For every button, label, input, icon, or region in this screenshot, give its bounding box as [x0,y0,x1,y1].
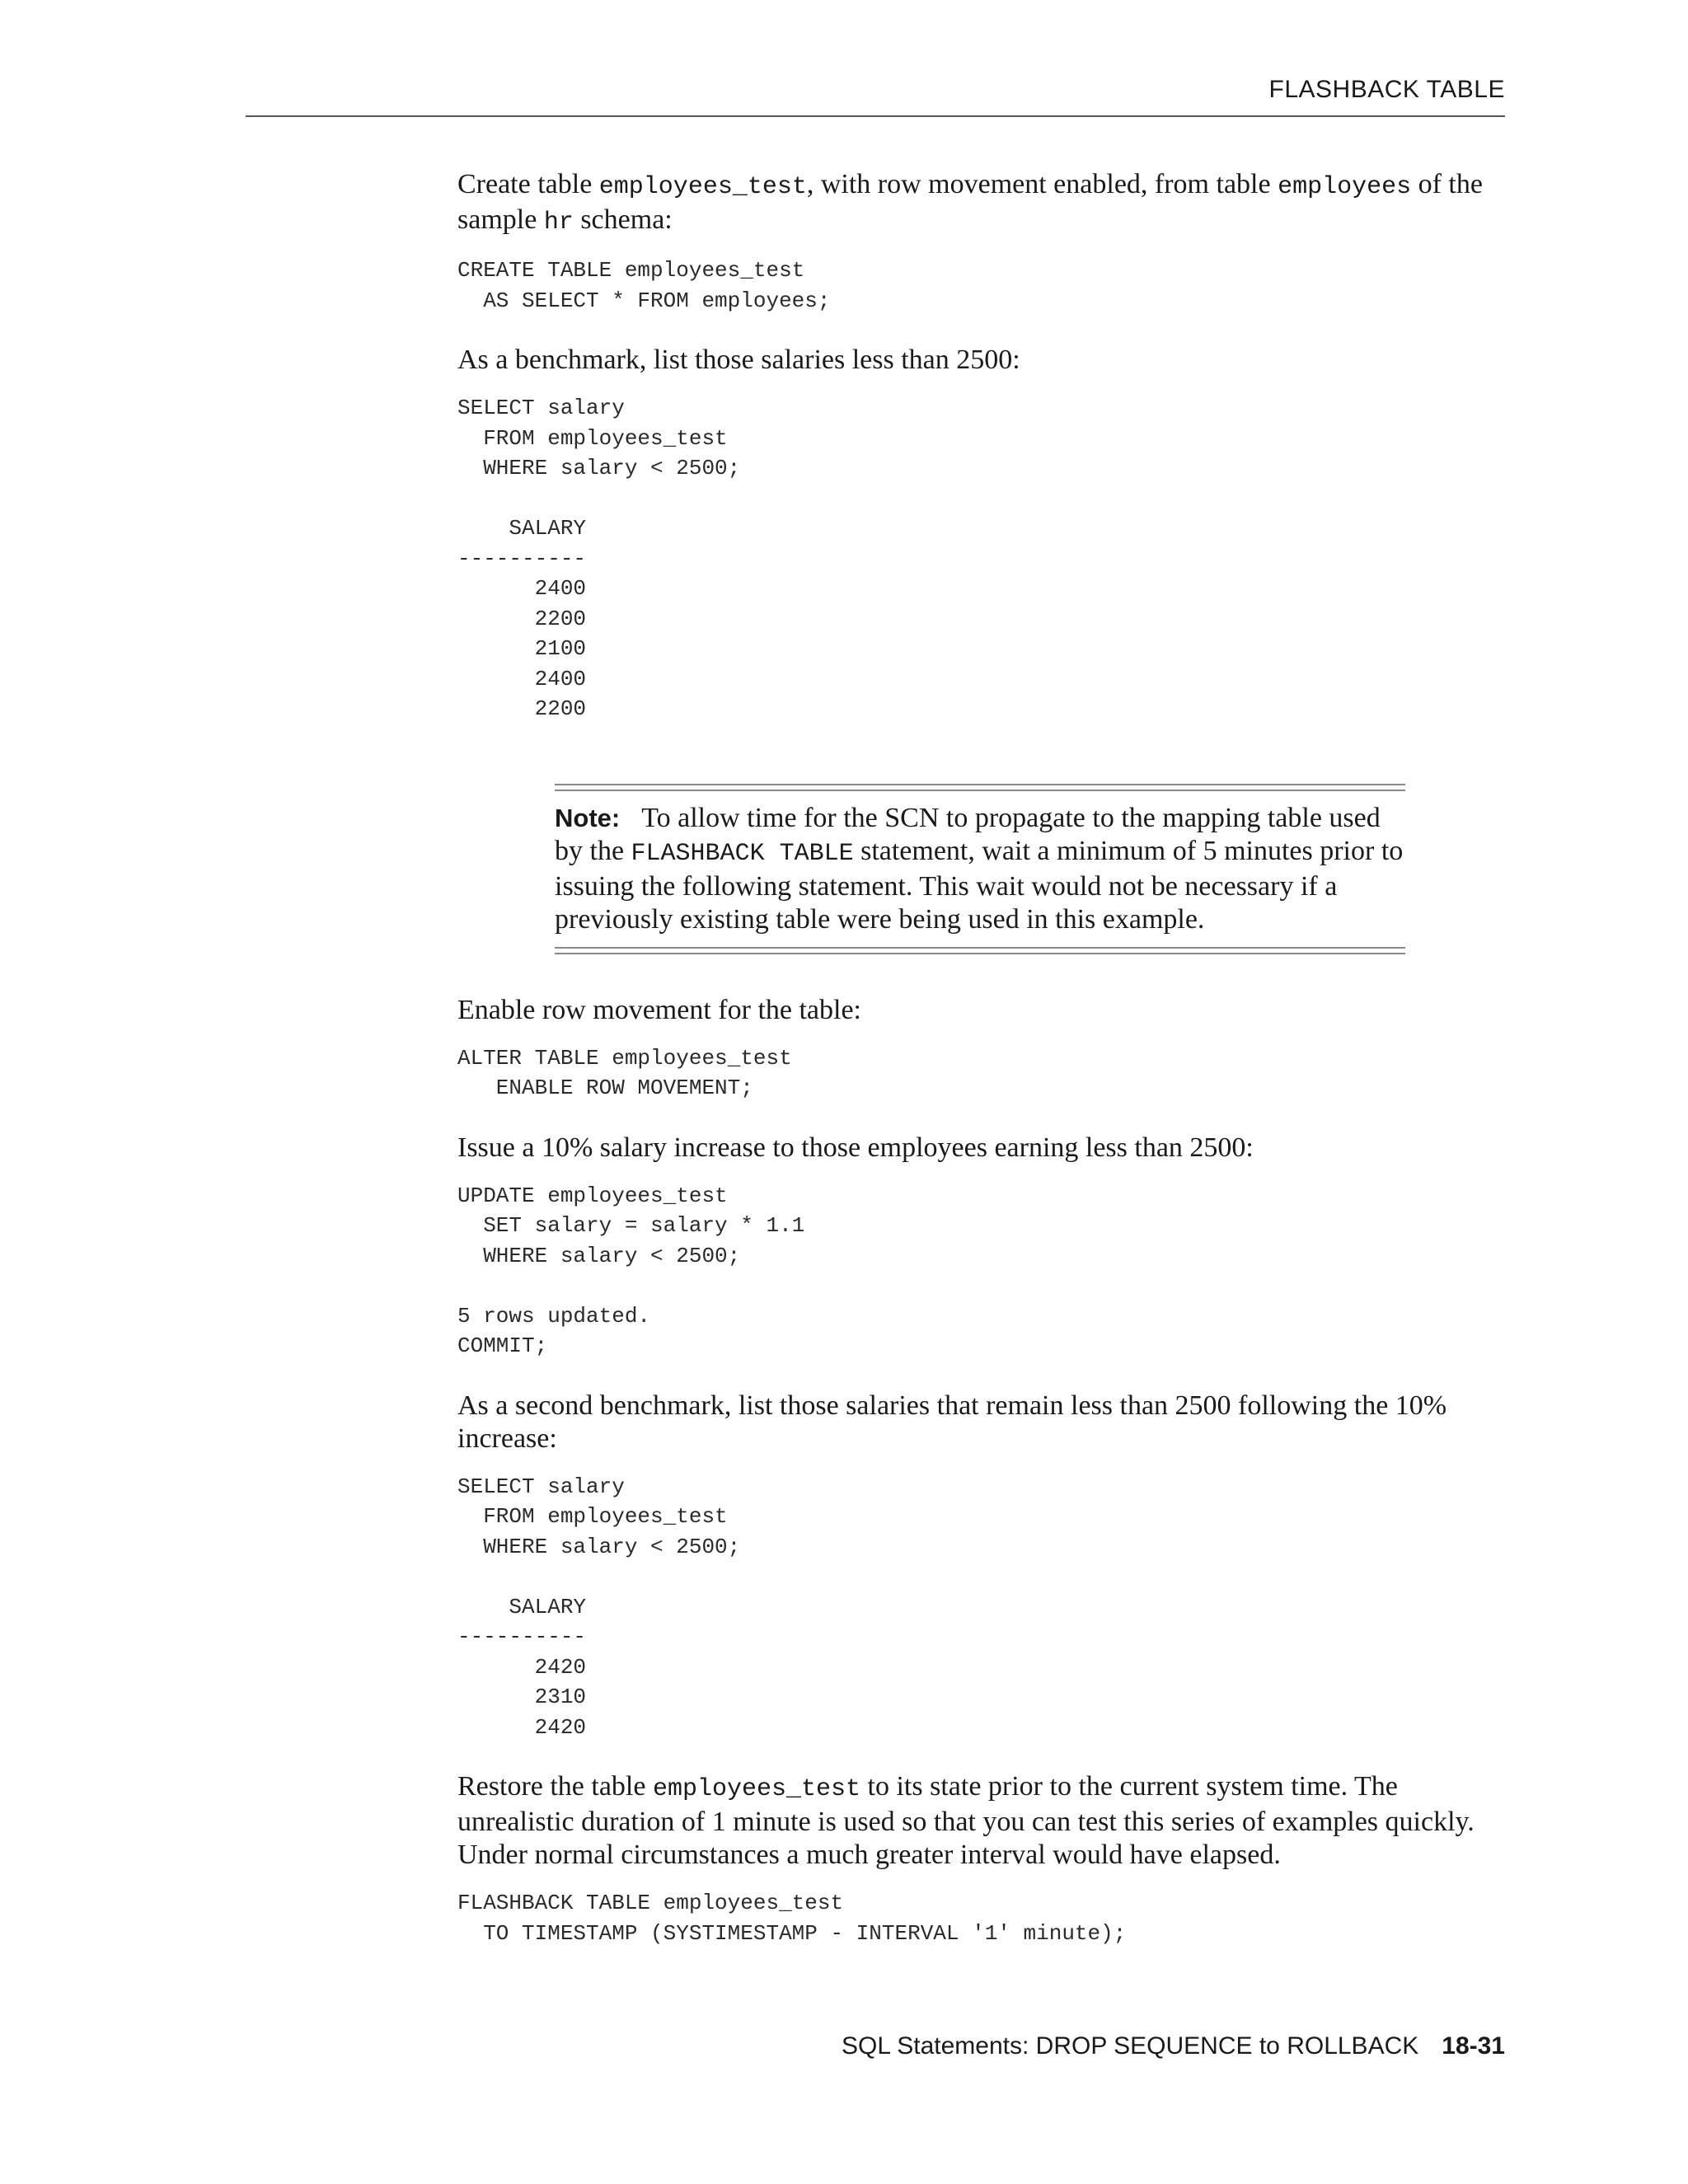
text-run: To allow time for the SCN to propagate to the mapping table used by the [555,802,1381,866]
code-block-alter-table: ALTER TABLE employees_test ENABLE ROW MOVEMENT; [457,1045,792,1100]
text-run: Create table [457,169,599,199]
page-number: 18-31 [1442,2032,1505,2060]
code-block-select-salary: SELECT salary FROM employees_test WHERE salary < 2500; SALARY ---------- 2400 2200 2100 2400 2200 [457,396,741,721]
code-block-update: UPDATE employees_test SET salary = salary * 1.1 WHERE salary < 2500; 5 rows updated. COMMIT; [457,1183,805,1358]
text-run: statement, wait a minimum of 5 minutes prior to issuing the following statement. This wait would not be necessary if a previously existing table were being used in this example. [555,835,1404,935]
paragraph-restore-table [457,1770,1504,1872]
page-header [246,73,1505,117]
note-label: Note: [555,803,621,832]
running-header-title: FLASHBACK TABLE [1268,76,1505,103]
paragraph-second-benchmark: As a second benchmark, list those salaries that remain less than 2500 following the 10% increase: [457,1390,1447,1454]
inline-code: hr [543,209,574,237]
paragraph-salary-increase: Issue a 10% salary increase to those employees earning less than 2500: [457,1132,1254,1163]
paragraph-create-table [457,168,1504,239]
code-block-create-table: CREATE TABLE employees_test AS SELECT * FROM employees; [457,258,831,313]
text-run: to its state prior to the current system time. The unrealistic duration of 1 minute is used so that you can test this series of examples quickly. Under normal circumstances a much greater interval would have elapsed. [457,1771,1475,1870]
code-block-flashback: FLASHBACK TABLE employees_test TO TIMESTAMP (SYSTIMESTAMP - INTERVAL '1' minute); [457,1891,1127,1946]
note-box [555,784,1405,954]
paragraph-enable-row-movement: Enable row movement for the table: [457,994,861,1025]
page-content [457,168,1504,1976]
inline-code: FLASHBACK TABLE [631,839,854,868]
text-run: Restore the table [457,1771,653,1802]
note-text [555,802,1405,936]
text-run: , with row movement enabled, from table [806,169,1278,199]
inline-code: employees [1278,173,1412,201]
paragraph-benchmark: As a benchmark, list those salaries less than 2500: [457,344,1020,375]
footer-title: SQL Statements: DROP SEQUENCE to ROLLBACK [842,2032,1419,2060]
code-block-select-salary-2: SELECT salary FROM employees_test WHERE salary < 2500; SALARY ---------- 2420 2310 2420 [457,1474,741,1740]
inline-code: employees_test [598,173,807,201]
page-footer [842,2032,1505,2060]
text-run: schema: [573,204,673,235]
inline-code: employees_test [652,1775,861,1803]
text-run: of the sample [457,169,1483,235]
